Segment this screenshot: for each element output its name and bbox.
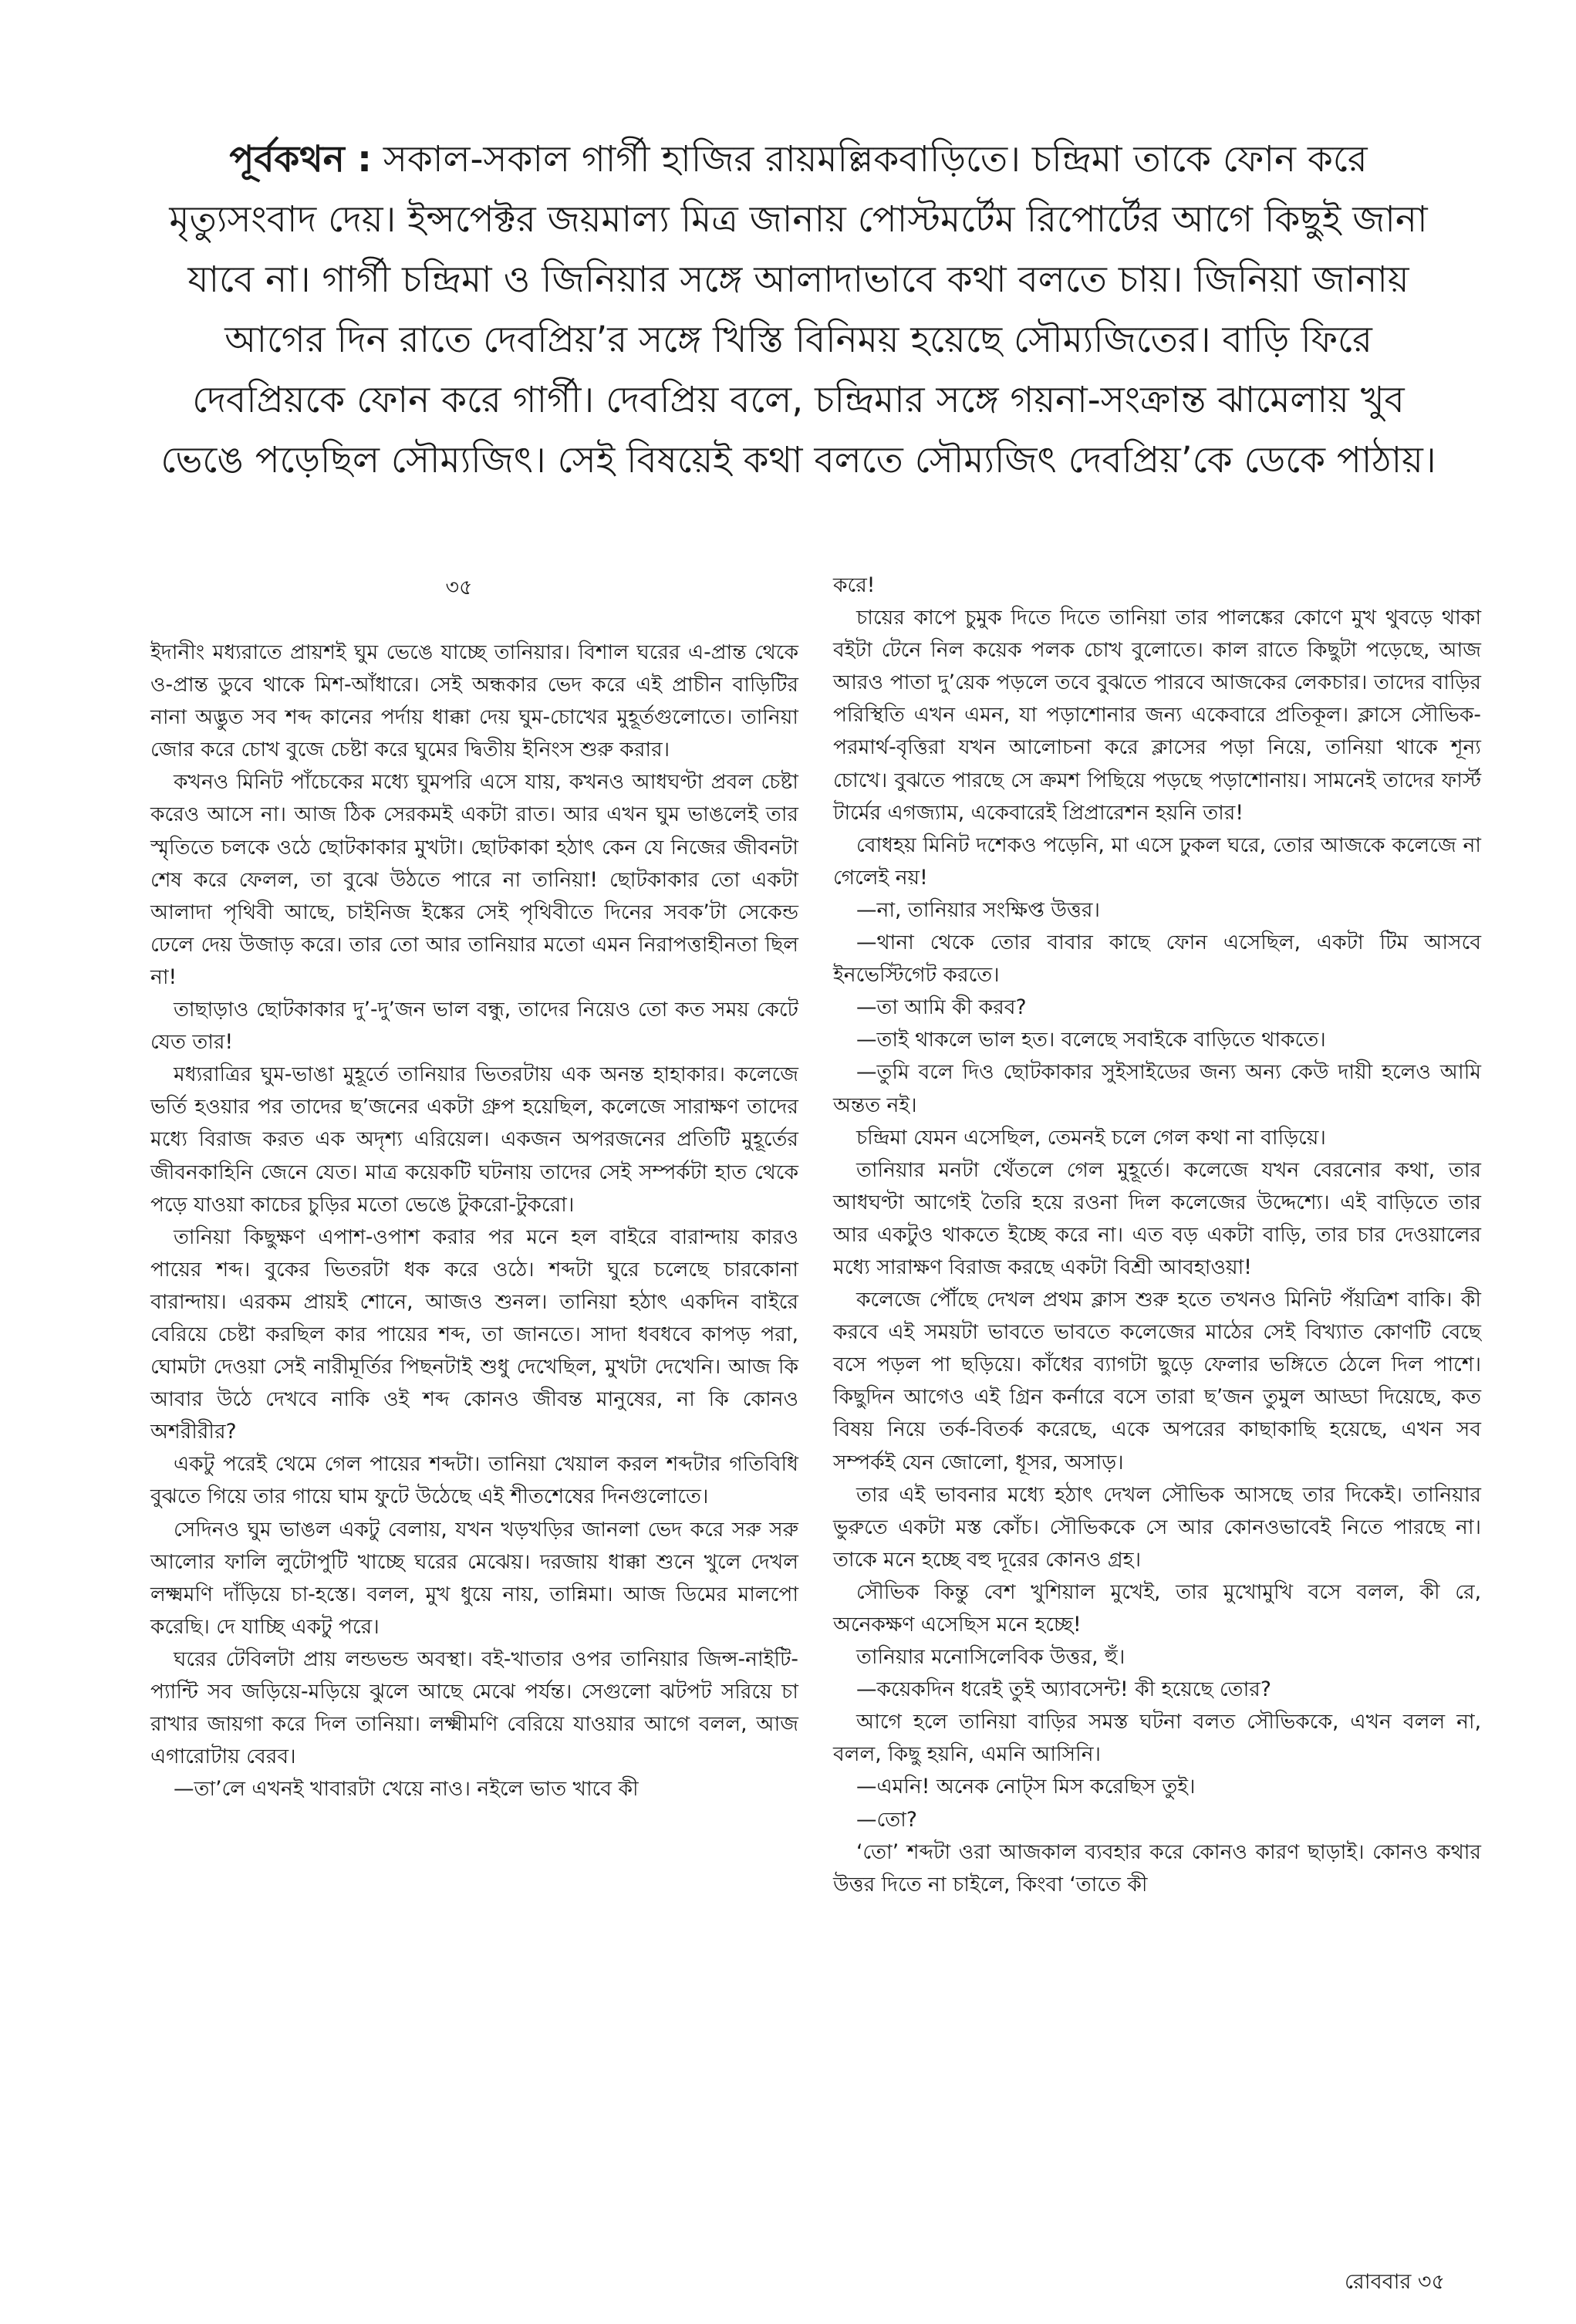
paragraph: —এমনি! অনেক নোট্স মিস করেছিস তুই। (856, 1775, 1196, 1799)
paragraph: —না, তানিয়ার সংক্ষিপ্ত উত্তর। (856, 897, 1100, 922)
paragraph: —তাই থাকলে ভাল হত। বলেছে সবাইকে বাড়িতে থাকতে। (856, 1028, 1326, 1052)
paragraph: —তো? (856, 1807, 917, 1832)
paragraph: কখনও মিনিট পাঁচেকের মধ্যে ঘুমপরি এসে যায়, কখনও আধঘণ্টা প্রবল চেষ্টা করেও আসে না। আজ ঠিক সেরকমই একটা রাত। আর এখন ঘুম ভাঙলেই তার স্মৃতিতে চলকে ওঠে ছোটকাকার মুখটা। ছোটকাকা হঠাৎ কেন যে নিজের জীবনটা শেষ করে ফেলল, তা বুঝে উঠতে পারে না তানিয়া! ছোটকাকার তো একটা আলাদা পৃথিবী আছে, চাইনিজ ইঙ্কের সেই পৃথিবীতে দিনের সবক’টা সেকেন্ড ঢেলে দেয় উজাড় করে। তার তো আর তানিয়ার মতো এমন নিরাপত্তাহীনতা ছিল না! (150, 770, 798, 989)
paragraph: ‘তো’ শব্দটা ওরা আজকাল ব্যবহার করে কোনও কারণ ছাড়াই। কোনও কথার উত্তর দিতে না চাইলে, কিংবা ‘তাতে কী (833, 1839, 1481, 1897)
paragraph: চায়ের কাপে চুমুক দিতে দিতে তানিয়া তার পালঙ্কের কোণে মুখ থুবড়ে থাকা বইটা টেনে নিল কয়েক পলক চোখ বুলোতে। কাল রাতে কিছুটা পড়েছে, আজ আরও পাতা দু’য়েক পড়লে তবে বুঝতে পারবে আজকের লেকচার। তাদের বাড়ির পরিস্থিতি এখন এমন, যা পড়াশোনার জন্য একেবারে প্রতিকূল। ক্লাসে সৌভিক-পরমার্থ-বৃত্তিরা যখন আলোচনা করে ক্লাসের পড়া নিয়ে, তানিয়া থাকে শূন্য চোখে। বুঝতে পারছে সে ক্রমশ পিছিয়ে পড়ছে পড়াশোনায়। সামনেই তাদের ফার্স্ট টার্মের এগজ্যাম, একেবারেই প্রিপ্রারেশন হয়নি তার! (833, 606, 1481, 825)
paragraph: সৌভিক কিন্তু বেশ খুশিয়াল মুখেই, তার মুখোমুখি বসে বলল, কী রে, অনেকক্ষণ এসেছিস মনে হচ্ছে! (833, 1579, 1481, 1637)
paragraph: তানিয়ার মনটা থেঁতলে গেল মুহূর্তে। কলেজে যখন বেরনোর কথা, তার আধঘণ্টা আগেই তৈরি হয়ে রওনা দিল কলেজের উদ্দেশ্যে। এই বাড়িতে তার আর একটুও থাকতে ইচ্ছে করে না। এত বড় একটা বাড়ি, তার চার দেওয়ালের মধ্যে সারাক্ষণ বিরাজ করছে একটা বিশ্রী আবহাওয়া! (833, 1157, 1481, 1279)
paragraph: —তা আমি কী করব? (856, 995, 1027, 1020)
paragraph: —কয়েকদিন ধরেই তুই অ্যাবসেন্ট! কী হয়েছে তোর? (856, 1677, 1271, 1702)
chapter-number: ৩৫ (445, 576, 473, 600)
paragraph: ঘরের টেবিলটা প্রায় লন্ডভন্ড অবস্থা। বই-খাতার ওপর তানিয়ার জিন্স-নাইটি-প্যান্টি সব জড়িয়ে-মড়িয়ে ঝুলে আছে মেঝে পর্যন্ত। সেগুলো ঝটপট সরিয়ে চা রাখার জায়গা করে দিল তানিয়া। লক্ষ্মীমণি বেরিয়ে যাওয়ার আগে বলল, আজ এগারোটায় বেরব। (150, 1647, 798, 1769)
right-column (833, 569, 1481, 1901)
paragraph: চন্দ্রিমা যেমন এসেছিল, তেমনই চলে গেল কথা না বাড়িয়ে। (856, 1125, 1326, 1150)
paragraph: সেদিনও ঘুম ভাঙল একটু বেলায়, যখন খড়খড়ির জানলা ভেদ করে সরু সরু আলোর ফালি লুটোপুটি খাচ্ছে ঘরের মেঝেয়। দরজায় ধাক্কা শুনে খুলে দেখল লক্ষ্মমণি দাঁড়িয়ে চা-হস্তে। বলল, মুখ ধুয়ে নায়, তান্নিমা। আজ ডিমের মালপো করেছি। দে যাচ্ছি একটু পরে। (150, 1517, 798, 1639)
paragraph: তার এই ভাবনার মধ্যে হঠাৎ দেখল সৌভিক আসছে তার দিকেই। তানিয়ার ভুরুতে একটা মস্ত কোঁচ। সৌভিককে সে আর কোনওভাবেই নিতে পারছে না। তাকে মনে হচ্ছে বহু দূরের কোনও গ্রহ। (833, 1482, 1481, 1572)
summary (150, 130, 1446, 491)
summary-label: পূর্বকথন : (229, 138, 372, 181)
paragraph: তাছাড়াও ছোটকাকার দু’-দু’জন ভাল বন্ধু, তাদের নিয়েও তো কত সময় কেটে যেত তার! (150, 998, 798, 1055)
summary-text: সকাল-সকাল গার্গী হাজির রায়মল্লিকবাড়িতে। চন্দ্রিমা তাকে ফোন করে মৃত্যুসংবাদ দেয়। ইন্সপেক্টর জয়মাল্য মিত্র জানায় পোস্টমর্টেম রিপোর্টের আগে কিছুই জানা যাবে না। গার্গী চন্দ্রিমা ও জিনিয়ার সঙ্গে আলাদাভাবে কথা বলতে চায়। জিনিয়া জানায় আগের দিন রাতে দেবপ্রিয়’র সঙ্গে খিস্তি বিনিময় হয়েছে সৌম্যজিতের। বাড়ি ফিরে দেবপ্রিয়কে ফোন করে গার্গী। দেবপ্রিয় বলে, চন্দ্রিমার সঙ্গে গয়না-সংক্রান্ত ঝামেলায় খুব ভেঙে পড়েছিল সৌম্যজিৎ। সেই বিষয়েই কথা বলতে সৌম্যজিৎ দেবপ্রিয়’কে ডেকে পাঠায়। (160, 138, 1436, 481)
paragraph: —তুমি বলে দিও ছোটকাকার সুইসাইডের জন্য অন্য কেউ দায়ী হলেও আমি অন্তত নই। (833, 1060, 1481, 1117)
paragraph: তানিয়ার মনোসিলেবিক উত্তর, হুঁ। (856, 1645, 1125, 1670)
paragraph: আগে হলে তানিয়া বাড়ির সমস্ত ঘটনা বলত সৌভিককে, এখন বলল না, বলল, কিছু হয়নি, এমনি আসিনি। (833, 1710, 1481, 1767)
page-footer: রোববার ৩৫ (1344, 2270, 1445, 2294)
paragraph: বোধহয় মিনিট দশেকও পড়েনি, মা এসে ঢুকল ঘরে, তোর আজকে কলেজে না গেলেই নয়! (833, 833, 1481, 890)
paragraph: মধ্যরাত্রির ঘুম-ভাঙা মুহূর্তে তানিয়ার ভিতরটায় এক অনন্ত হাহাকার। কলেজে ভর্তি হওয়ার পর তাদের ছ’জনের একটা গ্রুপ হয়েছিল, কলেজে সারাক্ষণ তাদের মধ্যে বিরাজ করত এক অদৃশ্য এরিয়েল। একজন অপরজনের প্রতিটি মুহূর্তের জীবনকাহিনি জেনে যেত। মাত্র কয়েকটি ঘটনায় তাদের সেই সম্পর্কটা হাত থেকে পড়ে যাওয়া কাচের চুড়ির মতো ভেঙে টুকরো-টুকরো। (150, 1062, 798, 1217)
paragraph: কলেজে পৌঁছে দেখল প্রথম ক্লাস শুরু হতে তখনও মিনিট পঁয়ত্রিশ বাকি। কী করবে এই সময়টা ভাবতে ভাবতে কলেজের মাঠের সেই বিখ্যাত কোণটি বেছে বসে পড়ল পা ছড়িয়ে। কাঁধের ব্যাগটা ছুড়ে ফেলার ভঙ্গিতে ঠেলে দিল পাশে। কিছুদিন আগেও এই গ্রিন কর্নারে বসে তারা ছ’জন তুমুল আড্ডা দিয়েছে, কত বিষয় নিয়ে তর্ক-বিতর্ক করেছে, একে অপরের কাছাকাছি হয়েছে, এখন সব সম্পর্কই যেন জোলো, ধূসর, অসাড়। (833, 1288, 1481, 1474)
paragraph: করে! (833, 573, 876, 597)
left-column (150, 637, 798, 1805)
paragraph: ইদানীং মধ্যরাতে প্রায়শই ঘুম ভেঙে যাচ্ছে তানিয়ার। বিশাল ঘরের এ-প্রান্ত থেকে ও-প্রান্ত ডুবে থাকে মিশ-আঁধারে। সেই অন্ধকার ভেদ করে এই প্রাচীন বাড়িটির নানা অদ্ভুত সব শব্দ কানের পর্দায় ধাক্কা দেয় ঘুম-চোখের মুহূর্তগুলোতে। তানিয়া জোর করে চোখ বুজে চেষ্টা করে ঘুমের দ্বিতীয় ইনিংস শুরু করার। (150, 640, 798, 762)
paragraph: —তা’লে এখনই খাবারটা খেয়ে নাও। নইলে ভাত খাবে কী (174, 1777, 639, 1802)
paragraph: তানিয়া কিছুক্ষণ এপাশ-ওপাশ করার পর মনে হল বাইরে বারান্দায় কারও পায়ের শব্দ। বুকের ভিতরটা ধক করে ওঠে। শব্দটা ঘুরে চলেছে চারকোনা বারান্দায়। এরকম প্রায়ই শোনে, আজও শুনল। তানিয়া হঠাৎ একদিন বাইরে বেরিয়ে চেষ্টা করছিল কার পায়ের শব্দ, তা জানতে। সাদা ধবধবে কাপড় পরা, ঘোমটা দেওয়া সেই নারীমূর্তির পিছনটাই শুধু দেখেছিল, মুখটা দেখেনি। আজ কি আবার উঠে দেখবে নাকি ওই শব্দ কোনও জীবন্ত মানুষের, না কি কোনও অশরীরীর? (150, 1224, 798, 1444)
paragraph: —থানা থেকে তোর বাবার কাছে ফোন এসেছিল, একটা টিম আসবে ইনভেস্টিগেট করতে। (833, 931, 1481, 988)
paragraph: একটু পরেই থেমে গেল পায়ের শব্দটা। তানিয়া খেয়াল করল শব্দটার গতিবিধি বুঝতে গিয়ে তার গায়ে ঘাম ফুটে উঠেছে এই শীতশেষের দিনগুলোতে। (150, 1452, 798, 1509)
